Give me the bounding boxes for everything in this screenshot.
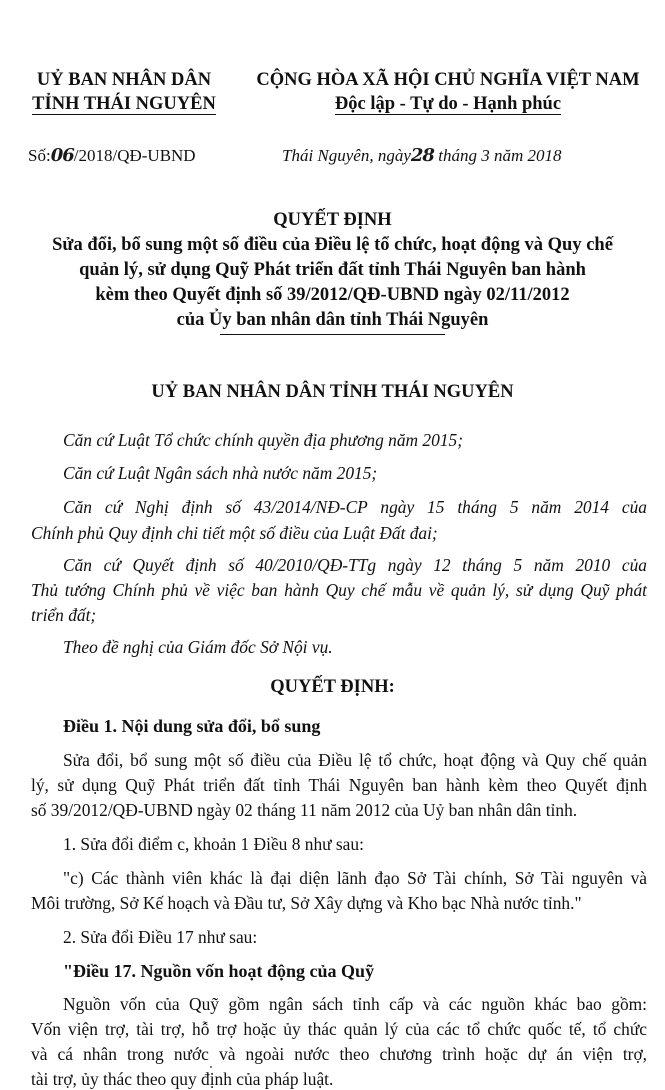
place-date-prefix: Thái Nguyên, ngày xyxy=(282,146,411,165)
national-motto-text: Độc lập - Tự do - Hạnh phúc xyxy=(334,94,562,114)
scan-speck xyxy=(210,1066,212,1068)
legal-basis-4-end: triển đất; xyxy=(31,605,97,625)
article-1-para-line-1: Sửa đổi, bổ sung một số điều của Điều lệ tổ chức, hoạt động và Quy chế quản xyxy=(63,750,647,770)
legal-basis-4-cont: Thủ tướng Chính phủ về việc ban hành Quy chế mẫu về quản lý, sử dụng Quỹ phát xyxy=(31,580,647,600)
issuer-name-line1: UỶ BAN NHÂN DÂN xyxy=(36,70,212,90)
subtitle-line-1: Sửa đổi, bổ sung một số điều của Điều lệ tổ chức, hoạt động và Quy chế xyxy=(52,235,613,255)
article-17-para-line-1: Nguồn vốn của Quỹ gồm ngân sách tỉnh cấp và các nguồn khác bao gồm: xyxy=(63,994,647,1014)
issuer-name-text: TỈNH THÁI NGUYÊN xyxy=(32,94,216,114)
article-1-item-1: 1. Sửa đổi điểm c, khoản 1 Điều 8 như sau: xyxy=(63,834,364,854)
day-handwritten: 28 xyxy=(410,145,434,166)
title-divider xyxy=(220,334,445,335)
legal-basis-1: Căn cứ Luật Tổ chức chính quyền địa phương năm 2015; xyxy=(63,430,464,450)
article-1-item-2: 2. Sửa đổi Điều 17 như sau: xyxy=(63,927,258,947)
document-number-prefix: Số: xyxy=(28,146,51,165)
article-17-para-line-3: và cá nhân trong nước và ngoài nước theo chương trình hoặc dự án viện trợ, xyxy=(31,1044,647,1064)
legal-basis-2: Căn cứ Luật Ngân sách nhà nước năm 2015; xyxy=(63,463,378,483)
subtitle-line-4: của Ủy ban nhân dân tỉnh Thái Nguyên xyxy=(176,310,489,330)
article-1-para-line-2: lý, sử dụng Quỹ Phát triển đất tỉnh Thái Nguyên ban hành kèm theo Quyết định xyxy=(31,775,647,795)
article-1-heading: Điều 1. Nội dung sửa đổi, bổ sung xyxy=(63,716,321,736)
item-1-quote-line-1: "c) Các thành viên khác là đại diện lãnh đạo Sở Tài chính, Sở Tài nguyên và xyxy=(63,868,647,888)
decision-heading: QUYẾT ĐỊNH: xyxy=(270,677,395,697)
item-1-quote-line-2: Môi trường, Sở Kế hoạch và Đầu tư, Sở Xây dựng và Kho bạc Nhà nước tỉnh." xyxy=(31,893,582,913)
article-17-para-line-4: tài trợ, ủy thác theo quy định của pháp luật. xyxy=(31,1069,334,1089)
article-17-para-line-2: Vốn viện trợ, tài trợ, hỗ trợ hoặc ủy thác quản lý của các tổ chức quốc tế, tổ chức xyxy=(31,1019,647,1039)
legal-basis-3-cont: Chính phủ Quy định chi tiết một số điều của Luật Đất đai; xyxy=(31,523,438,543)
subtitle-line-3: kèm theo Quyết định số 39/2012/QĐ-UBND ngày 02/11/2012 xyxy=(95,285,570,305)
authority-name: UỶ BAN NHÂN DÂN TỈNH THÁI NGUYÊN xyxy=(151,382,514,402)
document-number xyxy=(28,145,196,166)
subtitle-line-2: quản lý, sử dụng Quỹ Phát triển đất tỉnh Thái Nguyên ban hành xyxy=(79,260,586,280)
article-1-para-line-3: số 39/2012/QĐ-UBND ngày 02 tháng 11 năm 2012 của Uỷ ban nhân dân tỉnh. xyxy=(31,800,578,820)
legal-basis-5: Theo đề nghị của Giám đốc Sở Nội vụ. xyxy=(63,637,333,657)
document-number-handwritten: 06 xyxy=(50,145,74,166)
place-date-suffix: tháng 3 năm 2018 xyxy=(433,146,562,165)
legal-basis-4: Căn cứ Quyết định số 40/2010/QĐ-TTg ngày 12 tháng 5 năm 2010 của xyxy=(63,555,647,575)
issuer-name-line2 xyxy=(20,94,228,115)
article-17-heading: "Điều 17. Nguồn vốn hoạt động của Quỹ xyxy=(63,961,375,981)
place-date xyxy=(282,145,561,166)
document-number-suffix: /2018/QĐ-UBND xyxy=(73,146,196,165)
national-motto xyxy=(238,94,658,115)
national-title: CỘNG HÒA XÃ HỘI CHỦ NGHĨA VIỆT NAM xyxy=(256,70,640,90)
decision-title: QUYẾT ĐỊNH xyxy=(273,210,392,230)
legal-basis-3: Căn cứ Nghị định số 43/2014/NĐ-CP ngày 15 tháng 5 năm 2014 của xyxy=(63,497,647,517)
